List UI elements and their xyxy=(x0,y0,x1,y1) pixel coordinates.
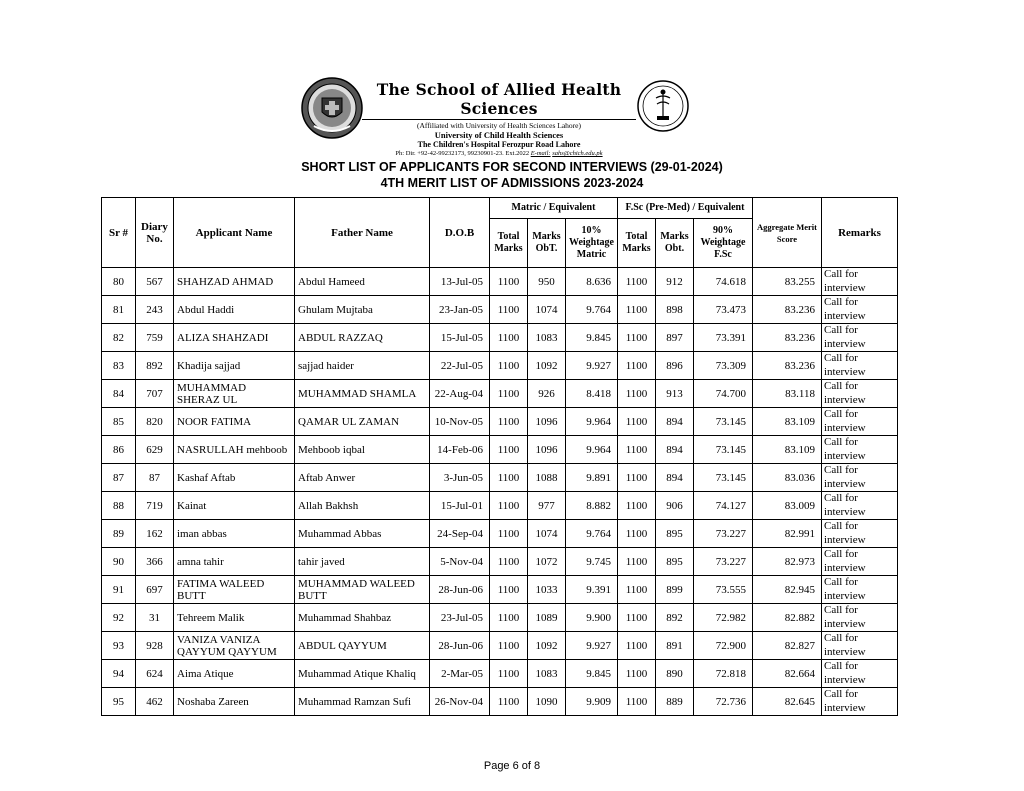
cell-applicant-name: amna tahir xyxy=(174,548,295,576)
school-crest-logo xyxy=(300,76,364,140)
cell-aggregate: 83.009 xyxy=(753,492,822,520)
cell-aggregate: 83.236 xyxy=(753,324,822,352)
cell-matric-obt: 1092 xyxy=(528,632,566,660)
cell-diary: 624 xyxy=(136,660,174,688)
cell-aggregate: 82.664 xyxy=(753,660,822,688)
cell-fsc-total: 1100 xyxy=(618,604,656,632)
cell-dob: 23-Jan-05 xyxy=(430,296,490,324)
cell-matric-obt: 950 xyxy=(528,268,566,296)
cell-dob: 22-Jul-05 xyxy=(430,352,490,380)
cell-matric-obt: 1074 xyxy=(528,520,566,548)
university-seal-logo xyxy=(636,76,690,140)
cell-father-name: Aftab Anwer xyxy=(295,464,430,492)
cell-aggregate: 83.109 xyxy=(753,436,822,464)
table-row xyxy=(102,492,898,520)
cell-sr: 82 xyxy=(102,324,136,352)
cell-dob: 15-Jul-01 xyxy=(430,492,490,520)
cell-fsc-weightage: 73.391 xyxy=(694,324,753,352)
cell-aggregate: 83.236 xyxy=(753,296,822,324)
cell-fsc-weightage: 73.145 xyxy=(694,436,753,464)
cell-aggregate: 82.991 xyxy=(753,520,822,548)
cell-matric-total: 1100 xyxy=(490,380,528,408)
table-row xyxy=(102,660,898,688)
table-row xyxy=(102,688,898,716)
cell-matric-total: 1100 xyxy=(490,268,528,296)
cell-father-name: Allah Bakhsh xyxy=(295,492,430,520)
cell-remarks: Call for interview xyxy=(822,268,898,296)
cell-matric-obt: 1072 xyxy=(528,548,566,576)
table-row xyxy=(102,632,898,660)
cell-fsc-weightage: 73.227 xyxy=(694,548,753,576)
cell-matric-obt: 1096 xyxy=(528,436,566,464)
cell-aggregate: 83.036 xyxy=(753,464,822,492)
header-matric-weightage: 10% Weightage Matric xyxy=(566,219,618,268)
cell-remarks: Call for interview xyxy=(822,492,898,520)
cell-fsc-obt: 889 xyxy=(656,688,694,716)
cell-dob: 5-Nov-04 xyxy=(430,548,490,576)
cell-fsc-total: 1100 xyxy=(618,408,656,436)
cell-dob: 22-Aug-04 xyxy=(430,380,490,408)
cell-aggregate: 82.645 xyxy=(753,688,822,716)
cell-remarks: Call for interview xyxy=(822,324,898,352)
cell-fsc-total: 1100 xyxy=(618,352,656,380)
cell-matric-obt: 926 xyxy=(528,380,566,408)
cell-matric-weightage: 9.964 xyxy=(566,408,618,436)
cell-applicant-name: Kashaf Aftab xyxy=(174,464,295,492)
cell-matric-obt: 1074 xyxy=(528,296,566,324)
cell-applicant-name: Kainat xyxy=(174,492,295,520)
cell-fsc-total: 1100 xyxy=(618,324,656,352)
cell-matric-obt: 1090 xyxy=(528,688,566,716)
cell-diary: 162 xyxy=(136,520,174,548)
table-row xyxy=(102,464,898,492)
header-fsc-total: Total Marks xyxy=(618,219,656,268)
contact-line xyxy=(362,150,636,157)
cell-applicant-name: NASRULLAH mehboob xyxy=(174,436,295,464)
cell-sr: 91 xyxy=(102,576,136,604)
cell-sr: 86 xyxy=(102,436,136,464)
cell-fsc-weightage: 73.145 xyxy=(694,408,753,436)
cell-fsc-total: 1100 xyxy=(618,688,656,716)
header-matric-group: Matric / Equivalent xyxy=(490,198,618,219)
table-row xyxy=(102,408,898,436)
cell-applicant-name: VANIZA VANIZA QAYYUM QAYYUM xyxy=(174,632,295,660)
shortlist-heading: SHORT LIST OF APPLICANTS FOR SECOND INTERVIEWS (29-01-2024) xyxy=(301,160,723,174)
cell-remarks: Call for interview xyxy=(822,436,898,464)
cell-aggregate: 83.109 xyxy=(753,408,822,436)
cell-applicant-name: MUHAMMAD SHERAZ UL xyxy=(174,380,295,408)
cell-diary: 31 xyxy=(136,604,174,632)
cell-remarks: Call for interview xyxy=(822,296,898,324)
cell-matric-weightage: 8.636 xyxy=(566,268,618,296)
cell-remarks: Call for interview xyxy=(822,660,898,688)
cell-sr: 94 xyxy=(102,660,136,688)
cell-fsc-total: 1100 xyxy=(618,548,656,576)
cell-remarks: Call for interview xyxy=(822,576,898,604)
cell-dob: 14-Feb-06 xyxy=(430,436,490,464)
header-remarks: Remarks xyxy=(822,198,898,268)
cell-fsc-total: 1100 xyxy=(618,268,656,296)
cell-dob: 23-Jul-05 xyxy=(430,604,490,632)
cell-fsc-total: 1100 xyxy=(618,520,656,548)
cell-aggregate: 83.255 xyxy=(753,268,822,296)
merit-list-heading: 4TH MERIT LIST OF ADMISSIONS 2023-2024 xyxy=(380,176,644,190)
cell-fsc-weightage: 72.900 xyxy=(694,632,753,660)
email-link[interactable]: sahs@chich.edu.pk xyxy=(552,150,603,157)
cell-diary: 366 xyxy=(136,548,174,576)
cell-fsc-total: 1100 xyxy=(618,660,656,688)
phone-text: Ph: Dir. +92-42-99232173, 99230901-23. Ext.2022 xyxy=(395,150,530,157)
cell-fsc-total: 1100 xyxy=(618,464,656,492)
cell-matric-obt: 1033 xyxy=(528,576,566,604)
cell-fsc-weightage: 73.555 xyxy=(694,576,753,604)
header-diary: Diary No. xyxy=(136,198,174,268)
cell-matric-weightage: 9.927 xyxy=(566,632,618,660)
cell-sr: 80 xyxy=(102,268,136,296)
header-applicant-name: Applicant Name xyxy=(174,198,295,268)
cell-matric-weightage: 9.845 xyxy=(566,324,618,352)
cell-fsc-obt: 891 xyxy=(656,632,694,660)
cell-father-name: Muhammad Atique Khaliq xyxy=(295,660,430,688)
cell-diary: 719 xyxy=(136,492,174,520)
cell-father-name: MUHAMMAD WALEED BUTT xyxy=(295,576,430,604)
cell-father-name: Muhammad Abbas xyxy=(295,520,430,548)
cell-sr: 85 xyxy=(102,408,136,436)
cell-dob: 15-Jul-05 xyxy=(430,324,490,352)
cell-aggregate: 83.118 xyxy=(753,380,822,408)
cell-matric-weightage: 9.927 xyxy=(566,352,618,380)
cell-matric-obt: 977 xyxy=(528,492,566,520)
cell-diary: 707 xyxy=(136,380,174,408)
cell-fsc-obt: 906 xyxy=(656,492,694,520)
cell-aggregate: 83.236 xyxy=(753,352,822,380)
cell-dob: 3-Jun-05 xyxy=(430,464,490,492)
cell-fsc-obt: 895 xyxy=(656,548,694,576)
header-fsc-group: F.Sc (Pre-Med) / Equivalent xyxy=(618,198,753,219)
cell-applicant-name: Tehreem Malik xyxy=(174,604,295,632)
cell-applicant-name: Khadija sajjad xyxy=(174,352,295,380)
cell-matric-weightage: 9.764 xyxy=(566,520,618,548)
cell-fsc-obt: 896 xyxy=(656,352,694,380)
merit-table xyxy=(101,197,898,716)
email-label: E-mail: xyxy=(530,150,551,157)
table-row xyxy=(102,436,898,464)
cell-sr: 87 xyxy=(102,464,136,492)
header-fsc-obt: Marks Obt. xyxy=(656,219,694,268)
cell-sr: 84 xyxy=(102,380,136,408)
cell-sr: 93 xyxy=(102,632,136,660)
institution-title: The School of Allied Health Sciences xyxy=(362,80,636,120)
cell-fsc-obt: 912 xyxy=(656,268,694,296)
cell-diary: 87 xyxy=(136,464,174,492)
cell-applicant-name: Abdul Haddi xyxy=(174,296,295,324)
cell-diary: 928 xyxy=(136,632,174,660)
cell-dob: 2-Mar-05 xyxy=(430,660,490,688)
cell-dob: 28-Jun-06 xyxy=(430,576,490,604)
cell-remarks: Call for interview xyxy=(822,604,898,632)
cell-matric-total: 1100 xyxy=(490,436,528,464)
cell-matric-total: 1100 xyxy=(490,408,528,436)
cell-diary: 697 xyxy=(136,576,174,604)
cell-fsc-weightage: 74.618 xyxy=(694,268,753,296)
cell-father-name: tahir javed xyxy=(295,548,430,576)
cell-fsc-obt: 894 xyxy=(656,408,694,436)
cell-matric-total: 1100 xyxy=(490,352,528,380)
cell-fsc-obt: 899 xyxy=(656,576,694,604)
cell-fsc-obt: 894 xyxy=(656,464,694,492)
page-number: Page 6 of 8 xyxy=(483,760,541,772)
cell-father-name: sajjad haider xyxy=(295,352,430,380)
table-row xyxy=(102,268,898,296)
letterhead xyxy=(300,76,690,157)
cell-applicant-name: ALIZA SHAHZADI xyxy=(174,324,295,352)
cell-fsc-obt: 892 xyxy=(656,604,694,632)
cell-fsc-obt: 913 xyxy=(656,380,694,408)
cell-aggregate: 82.973 xyxy=(753,548,822,576)
cell-remarks: Call for interview xyxy=(822,380,898,408)
cell-fsc-obt: 894 xyxy=(656,436,694,464)
cell-matric-obt: 1092 xyxy=(528,352,566,380)
cell-matric-weightage: 9.764 xyxy=(566,296,618,324)
cell-applicant-name: iman abbas xyxy=(174,520,295,548)
cell-dob: 13-Jul-05 xyxy=(430,268,490,296)
cell-sr: 92 xyxy=(102,604,136,632)
cell-dob: 26-Nov-04 xyxy=(430,688,490,716)
cell-matric-total: 1100 xyxy=(490,576,528,604)
cell-fsc-total: 1100 xyxy=(618,576,656,604)
university-line: University of Child Health Sciences xyxy=(434,130,564,140)
table-row xyxy=(102,548,898,576)
cell-matric-total: 1100 xyxy=(490,520,528,548)
table-row xyxy=(102,324,898,352)
cell-applicant-name: NOOR FATIMA xyxy=(174,408,295,436)
cell-matric-weightage: 8.882 xyxy=(566,492,618,520)
cell-aggregate: 82.882 xyxy=(753,604,822,632)
cell-diary: 820 xyxy=(136,408,174,436)
cell-sr: 81 xyxy=(102,296,136,324)
cell-remarks: Call for interview xyxy=(822,464,898,492)
hospital-line: The Children's Hospital Ferozpur Road Lahore xyxy=(417,140,581,149)
cell-father-name: MUHAMMAD SHAMLA xyxy=(295,380,430,408)
table-row xyxy=(102,576,898,604)
cell-sr: 88 xyxy=(102,492,136,520)
cell-fsc-weightage: 72.982 xyxy=(694,604,753,632)
cell-remarks: Call for interview xyxy=(822,548,898,576)
cell-matric-obt: 1083 xyxy=(528,660,566,688)
cell-matric-weightage: 9.964 xyxy=(566,436,618,464)
header-aggregate: Aggregate Merit Score xyxy=(753,198,822,268)
cell-sr: 90 xyxy=(102,548,136,576)
letterhead-text xyxy=(362,80,636,157)
cell-fsc-obt: 897 xyxy=(656,324,694,352)
cell-remarks: Call for interview xyxy=(822,520,898,548)
cell-fsc-total: 1100 xyxy=(618,632,656,660)
cell-fsc-obt: 890 xyxy=(656,660,694,688)
cell-dob: 24-Sep-04 xyxy=(430,520,490,548)
merit-table-body xyxy=(102,268,898,716)
cell-diary: 567 xyxy=(136,268,174,296)
cell-matric-total: 1100 xyxy=(490,548,528,576)
cell-matric-weightage: 9.900 xyxy=(566,604,618,632)
cell-father-name: Ghulam Mujtaba xyxy=(295,296,430,324)
cell-matric-weightage: 9.891 xyxy=(566,464,618,492)
cell-diary: 892 xyxy=(136,352,174,380)
cell-matric-total: 1100 xyxy=(490,464,528,492)
cell-fsc-obt: 898 xyxy=(656,296,694,324)
cell-fsc-weightage: 73.227 xyxy=(694,520,753,548)
cell-remarks: Call for interview xyxy=(822,688,898,716)
cell-matric-total: 1100 xyxy=(490,688,528,716)
cell-matric-obt: 1089 xyxy=(528,604,566,632)
header-sr: Sr # xyxy=(102,198,136,268)
cell-diary: 759 xyxy=(136,324,174,352)
cell-dob: 28-Jun-06 xyxy=(430,632,490,660)
cell-aggregate: 82.827 xyxy=(753,632,822,660)
cell-matric-weightage: 9.909 xyxy=(566,688,618,716)
header-matric-total: Total Marks xyxy=(490,219,528,268)
cell-matric-obt: 1096 xyxy=(528,408,566,436)
cell-diary: 462 xyxy=(136,688,174,716)
cell-matric-obt: 1083 xyxy=(528,324,566,352)
cell-applicant-name: FATIMA WALEED BUTT xyxy=(174,576,295,604)
cell-father-name: Muhammad Shahbaz xyxy=(295,604,430,632)
cell-fsc-total: 1100 xyxy=(618,380,656,408)
cell-fsc-weightage: 73.473 xyxy=(694,296,753,324)
cell-father-name: ABDUL RAZZAQ xyxy=(295,324,430,352)
cell-remarks: Call for interview xyxy=(822,408,898,436)
cell-fsc-weightage: 73.145 xyxy=(694,464,753,492)
cell-matric-total: 1100 xyxy=(490,604,528,632)
header-matric-obt: Marks ObT. xyxy=(528,219,566,268)
table-row xyxy=(102,520,898,548)
cell-fsc-weightage: 74.700 xyxy=(694,380,753,408)
cell-sr: 83 xyxy=(102,352,136,380)
cell-matric-total: 1100 xyxy=(490,632,528,660)
header-dob: D.O.B xyxy=(430,198,490,268)
cell-matric-total: 1100 xyxy=(490,296,528,324)
cell-father-name: Mehboob iqbal xyxy=(295,436,430,464)
table-row xyxy=(102,604,898,632)
cell-sr: 89 xyxy=(102,520,136,548)
table-row xyxy=(102,296,898,324)
cell-fsc-weightage: 73.309 xyxy=(694,352,753,380)
header-father-name: Father Name xyxy=(295,198,430,268)
cell-fsc-weightage: 72.818 xyxy=(694,660,753,688)
cell-fsc-total: 1100 xyxy=(618,296,656,324)
table-row xyxy=(102,352,898,380)
cell-fsc-total: 1100 xyxy=(618,492,656,520)
cell-fsc-total: 1100 xyxy=(618,436,656,464)
cell-applicant-name: Aima Atique xyxy=(174,660,295,688)
cell-aggregate: 82.945 xyxy=(753,576,822,604)
cell-remarks: Call for interview xyxy=(822,632,898,660)
cell-matric-weightage: 9.391 xyxy=(566,576,618,604)
cell-dob: 10-Nov-05 xyxy=(430,408,490,436)
cell-father-name: Muhammad Ramzan Sufi xyxy=(295,688,430,716)
cell-diary: 629 xyxy=(136,436,174,464)
header-fsc-weightage: 90% Weightage F.Sc xyxy=(694,219,753,268)
cell-fsc-weightage: 72.736 xyxy=(694,688,753,716)
cell-matric-weightage: 8.418 xyxy=(566,380,618,408)
cell-matric-weightage: 9.845 xyxy=(566,660,618,688)
cell-matric-total: 1100 xyxy=(490,492,528,520)
cell-matric-obt: 1088 xyxy=(528,464,566,492)
cell-remarks: Call for interview xyxy=(822,352,898,380)
cell-applicant-name: SHAHZAD AHMAD xyxy=(174,268,295,296)
table-row xyxy=(102,380,898,408)
cell-father-name: Abdul Hameed xyxy=(295,268,430,296)
cell-fsc-weightage: 74.127 xyxy=(694,492,753,520)
cell-diary: 243 xyxy=(136,296,174,324)
cell-father-name: ABDUL QAYYUM xyxy=(295,632,430,660)
cell-matric-total: 1100 xyxy=(490,660,528,688)
cell-matric-weightage: 9.745 xyxy=(566,548,618,576)
cell-applicant-name: Noshaba Zareen xyxy=(174,688,295,716)
cell-father-name: QAMAR UL ZAMAN xyxy=(295,408,430,436)
cell-fsc-obt: 895 xyxy=(656,520,694,548)
merit-table-wrapper xyxy=(101,197,898,716)
cell-matric-total: 1100 xyxy=(490,324,528,352)
cell-sr: 95 xyxy=(102,688,136,716)
affiliation-line: (Affiliated with University of Health Sciences Lahore) xyxy=(417,121,581,130)
